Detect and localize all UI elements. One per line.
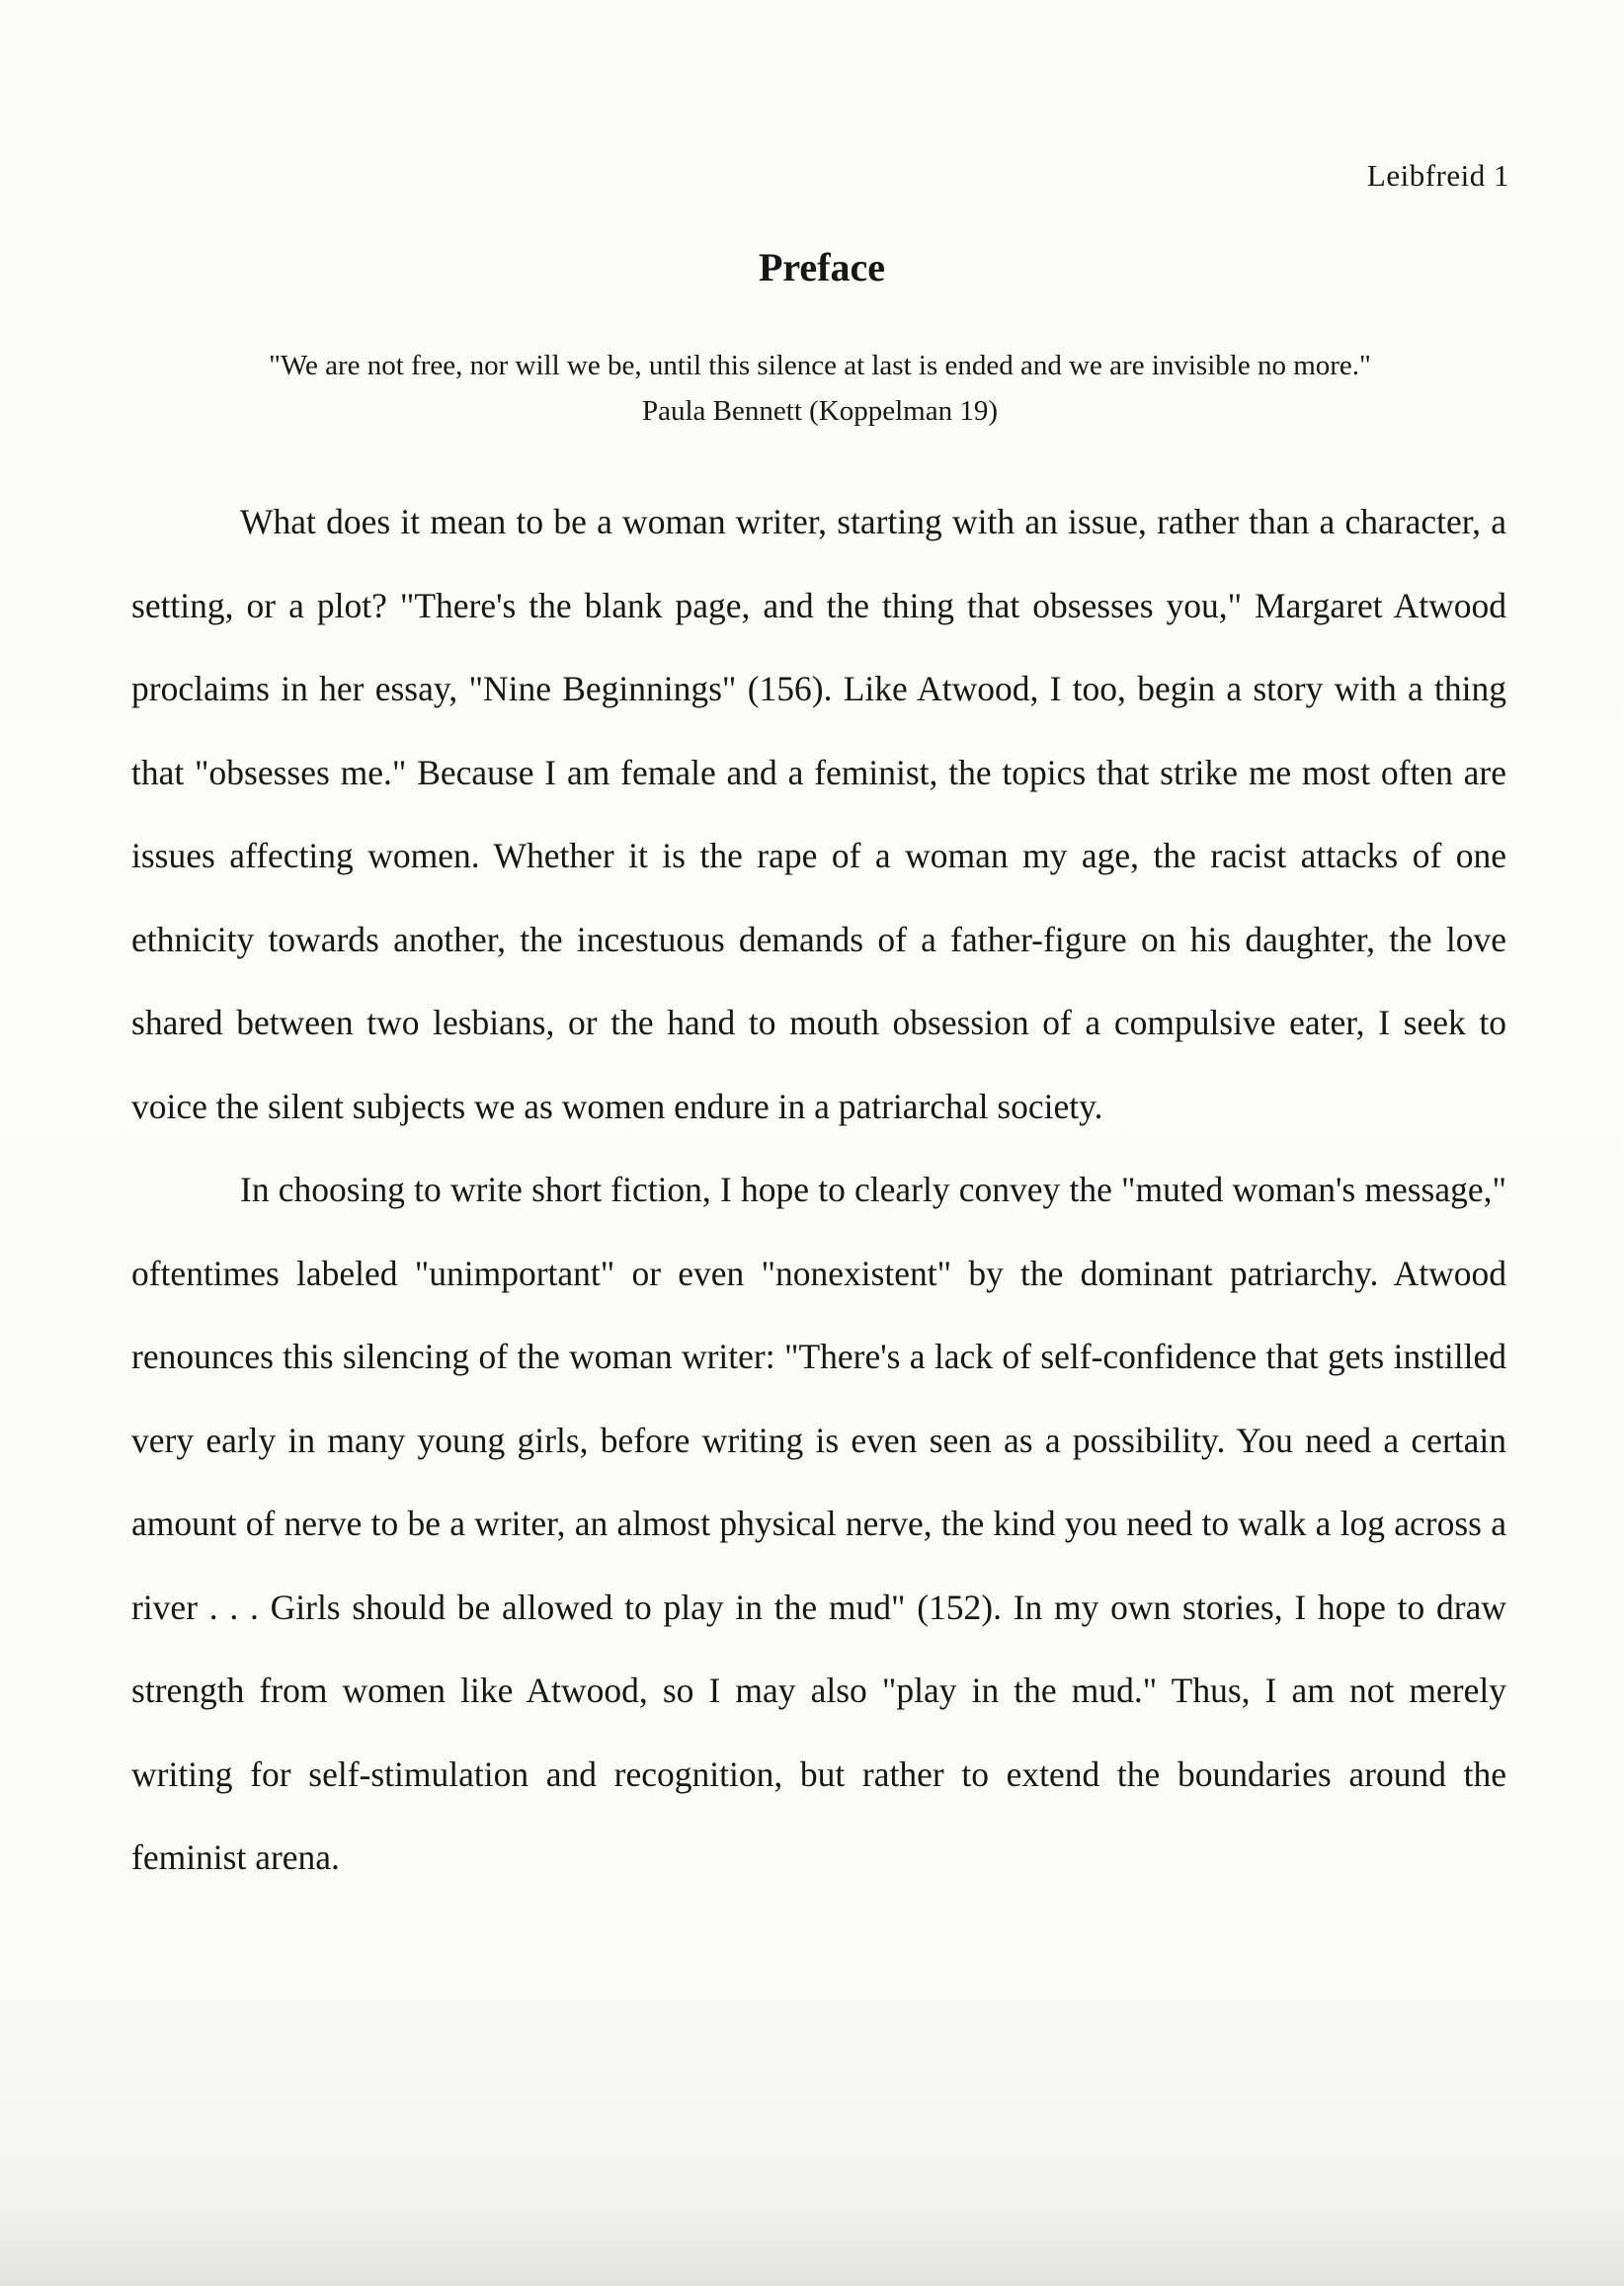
epigraph (119, 343, 1521, 434)
paragraph: In choosing to write short fiction, I hope to clearly convey the "muted woman's message," oftentimes labeled "unimportant" or even "nonexistent" by the dominant patriarchy. Atwood renounces this silencing of the woman writer: "There's a lack of self-confidence that gets instilled very early in many young girls, before writing is even seen as a possibility. You need a certain amount of nerve to be a writer, an almost physical nerve, the kind you need to walk a log across a river . . . Girls should be allowed to play in the mud" (152). In my own stories, I hope to draw strength from women like Atwood, so I may also "play in the mud." Thus, I am not merely writing for self-stimulation and recognition, but rather to extend the boundaries around the feminist arena. (131, 1170, 1506, 1877)
paragraph: What does it mean to be a woman writer, starting with an issue, rather than a character, a setting, or a plot? "There's the blank page, and the thing that obsesses you," Margaret Atwood proclaims in her essay, "Nine Beginnings" (156). Like Atwood, I too, begin a story with a thing that "obsesses me." Because I am female and a feminist, the topics that strike me most often are issues affecting women. Whether it is the rape of a woman my age, the racist attacks of one ethnicity towards another, the incestuous demands of a father-figure on his daughter, the love shared between two lesbians, or the hand to mouth obsession of a compulsive eater, I seek to voice the silent subjects we as women endure in a patriarchal society. (131, 502, 1506, 1126)
running-head: Leibfreid 1 (1366, 158, 1509, 193)
body-text (131, 480, 1506, 1900)
epigraph-quote: "We are not free, nor will we be, until this silence at last is ended and we are invisible no more." (269, 350, 1371, 381)
epigraph-attribution: Paula Bennett (Koppelman 19) (642, 395, 998, 427)
page-title: Preface (758, 245, 886, 289)
